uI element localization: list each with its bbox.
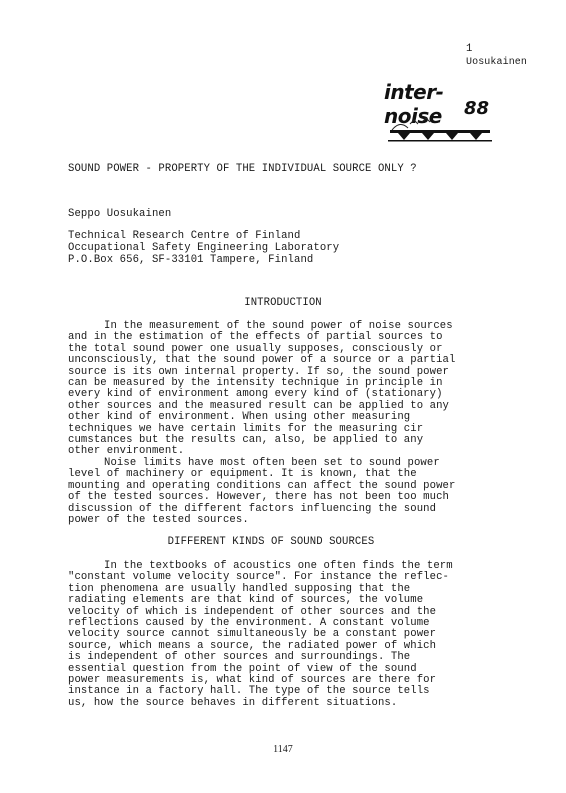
text-line: other sources and the measured result can be applied to any bbox=[68, 399, 449, 412]
intro-paragraph-1 bbox=[68, 321, 508, 458]
text-line: Noise limits have most often been set to sound power bbox=[104, 457, 440, 469]
text-line: cumstances but the results can, also, be applied to any bbox=[68, 433, 424, 446]
text-line: source, which means a source, the radiated power of which bbox=[68, 639, 437, 652]
affiliation-line-1: Technical Research Centre of Finland bbox=[68, 230, 301, 242]
text-line: every kind of environment among every kind of (stationary) bbox=[68, 388, 443, 401]
logo-number: 88 bbox=[464, 98, 490, 119]
text-line: essential question from the point of view of the sound bbox=[68, 662, 417, 675]
text-line: source is its own internal property. If so, the sound power bbox=[68, 365, 449, 378]
text-line: other environment. bbox=[68, 445, 185, 458]
text-line: power of the tested sources. bbox=[68, 513, 249, 526]
page-number-top: 1 bbox=[466, 43, 473, 55]
author-name: Seppo Uosukainen bbox=[68, 208, 172, 220]
text-line: radiating elements are that kind of sources, the volume bbox=[68, 594, 424, 607]
footer-page-number: 1147 bbox=[273, 744, 293, 755]
running-author: Uosukainen bbox=[466, 57, 528, 68]
paper-title: SOUND POWER - PROPERTY OF THE INDIVIDUAL SOURCE ONLY ? bbox=[68, 163, 417, 175]
conference-logo bbox=[384, 80, 494, 142]
text-line: unconsciously, that the sound power of a source or a partial bbox=[68, 354, 456, 367]
affiliation-line-3: P.O.Box 656, SF-33101 Tampere, Finland bbox=[68, 254, 314, 266]
text-line: and in the estimation of the effects of partial sources to bbox=[68, 331, 443, 344]
text-line: power measurements is, what kind of sources are there for bbox=[68, 673, 437, 686]
text-line: mounting and operating conditions can affect the sound power bbox=[68, 479, 456, 492]
text-line: velocity source cannot simultaneously be a constant power bbox=[68, 628, 437, 641]
text-line: velocity of which is independent of other sources and the bbox=[68, 605, 437, 618]
sources-paragraph-1 bbox=[68, 561, 508, 709]
text-line: tion phenomena are usually handled supposing that the bbox=[68, 582, 411, 595]
bridge-icon bbox=[388, 116, 492, 142]
text-line: In the textbooks of acoustics one often finds the term bbox=[104, 560, 453, 572]
text-line: techniques we have certain limits for the measuring cir bbox=[68, 422, 424, 435]
logo-text: inter-noise bbox=[384, 80, 444, 128]
text-line: other kind of environment. When using other measuring bbox=[68, 411, 411, 424]
intro-paragraph-2 bbox=[68, 458, 508, 526]
text-line: discussion of the different factors influencing the sound bbox=[68, 502, 437, 515]
text-line: "constant volume velocity source". For instance the reflec- bbox=[68, 571, 449, 584]
text-line: us, how the source behaves in different situations. bbox=[68, 696, 398, 709]
text-line: level of machinery or equipment. It is known, that the bbox=[68, 468, 417, 481]
text-line: is independent of other sources and surroundings. The bbox=[68, 651, 411, 664]
text-line: In the measurement of the sound power of noise sources bbox=[104, 320, 453, 332]
section-heading-sound-sources: DIFFERENT KINDS OF SOUND SOURCES bbox=[167, 536, 375, 548]
text-line: instance in a factory hall. The type of the source tells bbox=[68, 685, 430, 698]
text-line: the total sound power one usually supposes, consciously or bbox=[68, 342, 443, 355]
text-line: can be measured by the intensity technique in principle in bbox=[68, 376, 443, 389]
affiliation-line-2: Occupational Safety Engineering Laboratory bbox=[68, 242, 340, 254]
text-line: reflections caused by the environment. A constant volume bbox=[68, 616, 430, 629]
text-line: of the tested sources. However, there has not been too much bbox=[68, 491, 449, 504]
section-heading-introduction: INTRODUCTION bbox=[244, 297, 322, 309]
